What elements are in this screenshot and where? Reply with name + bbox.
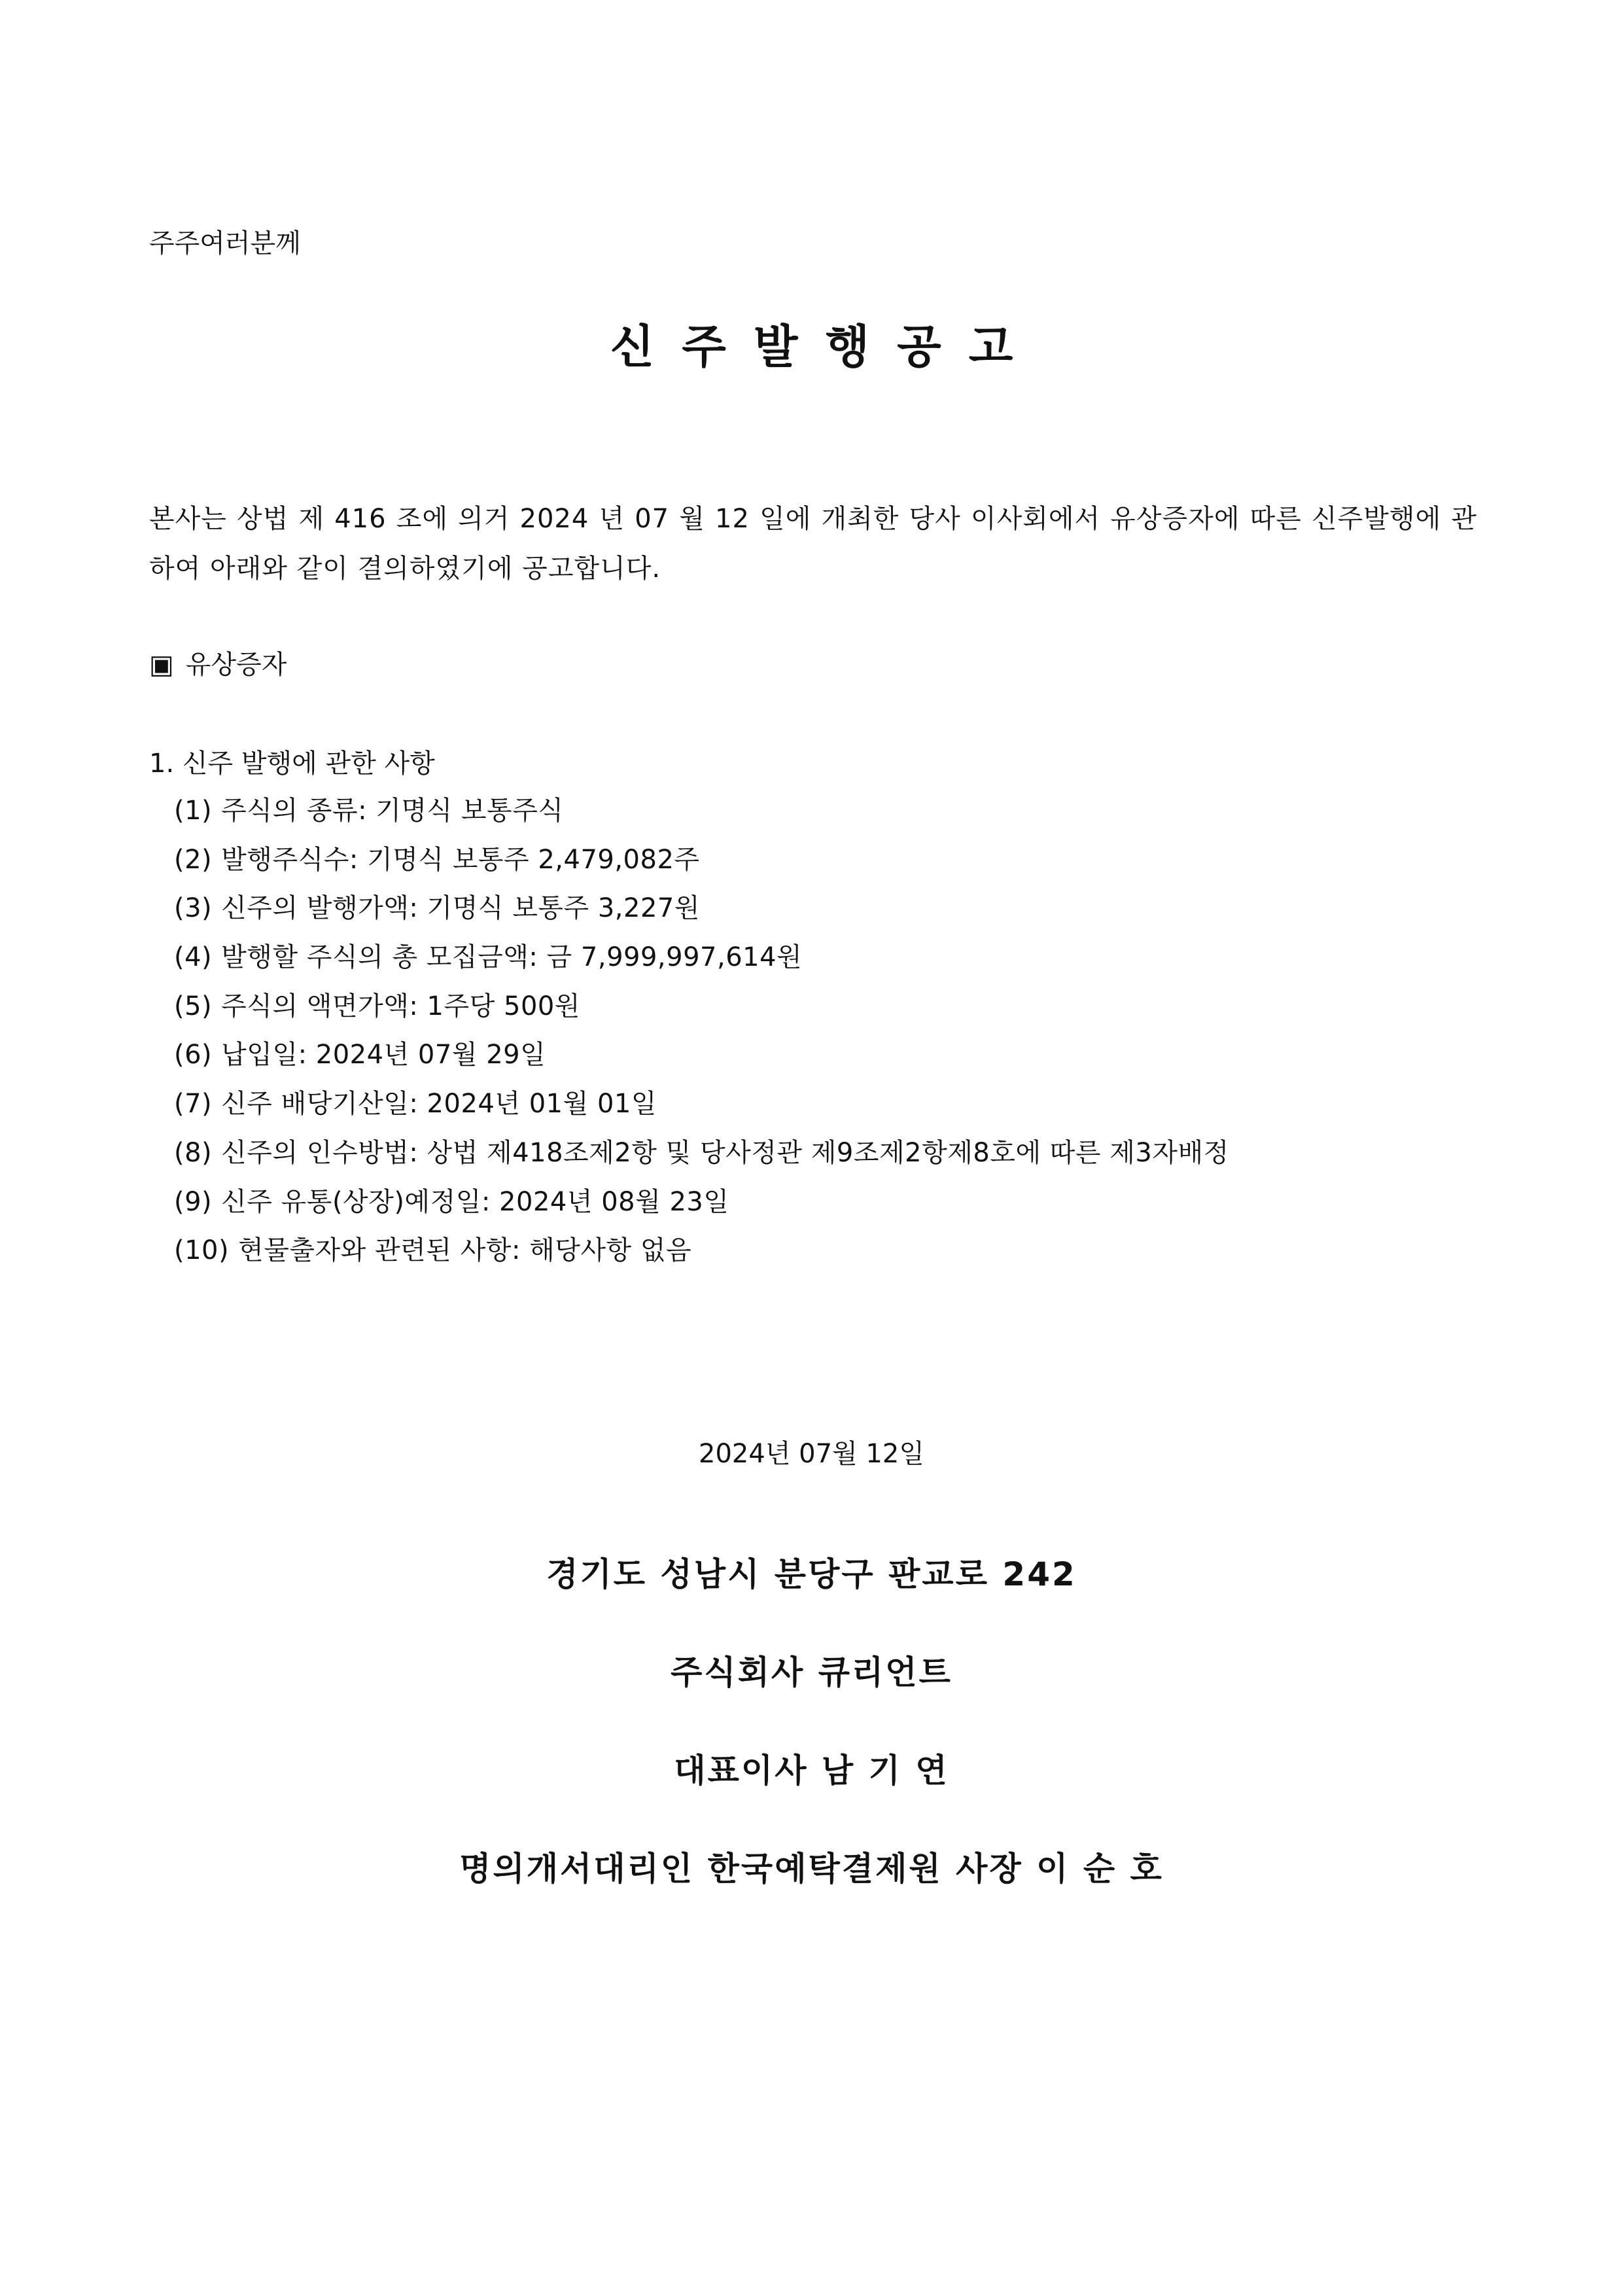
subsection-heading: 1. 신주 발행에 관한 사항	[149, 749, 435, 779]
list-item	[174, 1137, 1229, 1186]
list-item	[174, 991, 1229, 1040]
item-text: 발행주식수: 기명식 보통주 2,479,082주	[221, 844, 700, 875]
item-number: (5)	[174, 991, 213, 1021]
issuance-details-list	[174, 795, 1229, 1284]
list-item	[174, 1088, 1229, 1137]
list-item	[174, 795, 1229, 844]
list-item	[174, 892, 1229, 942]
list-item	[174, 942, 1229, 991]
notice-date: 2024년 07월 12일	[699, 1439, 924, 1469]
item-number: (7)	[174, 1089, 213, 1120]
salutation: 주주여러분께	[149, 228, 301, 258]
item-number: (8)	[174, 1137, 213, 1168]
ceo-name: 대표이사 남 기 연	[674, 1752, 949, 1790]
section-heading	[149, 649, 287, 680]
section-label: 유상증자	[185, 650, 287, 680]
intro-paragraph: 본사는 상법 제 416 조에 의거 2024 년 07 월 12 일에 개최한 당사 이사회에서 유상증자에 따른 신주발행에 관하여 아래와 같이 결의하였기에 공고합니다.	[149, 504, 1477, 584]
item-text: 신주 배당기산일: 2024년 01월 01일	[221, 1089, 657, 1120]
item-text: 현물출자와 관련된 사항: 해당사항 없음	[238, 1235, 692, 1266]
list-item	[174, 1235, 1229, 1284]
item-number: (9)	[174, 1186, 213, 1217]
item-number: (10)	[174, 1235, 230, 1266]
list-item	[174, 1186, 1229, 1235]
item-text: 신주의 발행가액: 기명식 보통주 3,227원	[221, 893, 700, 924]
item-number: (4)	[174, 942, 213, 973]
item-text: 발행할 주식의 총 모집금액: 금 7,999,997,614원	[221, 942, 803, 973]
item-text: 주식의 종류: 기명식 보통주식	[221, 796, 564, 826]
item-text: 신주의 인수방법: 상법 제418조제2항 및 당사정관 제9조제2항제8호에 따른 제3자배정	[221, 1137, 1229, 1168]
item-number: (1)	[174, 796, 213, 826]
list-item	[174, 844, 1229, 893]
item-text: 주식의 액면가액: 1주당 500원	[221, 991, 580, 1021]
company-address: 경기도 성남시 분당구 판교로 242	[546, 1555, 1077, 1593]
item-number: (6)	[174, 1040, 213, 1070]
item-text: 신주 유통(상장)예정일: 2024년 08월 23일	[221, 1186, 729, 1217]
item-number: (3)	[174, 893, 213, 924]
square-box-icon: ▣	[149, 650, 174, 680]
transfer-agent: 명의개서대리인 한국예탁결제원 사장 이 순 호	[459, 1850, 1164, 1888]
item-number: (2)	[174, 844, 213, 875]
page-title: 신주발행공고	[610, 320, 1041, 374]
list-item	[174, 1039, 1229, 1088]
item-text: 납입일: 2024년 07월 29일	[221, 1040, 546, 1070]
company-name: 주식회사 큐리언트	[671, 1653, 952, 1691]
